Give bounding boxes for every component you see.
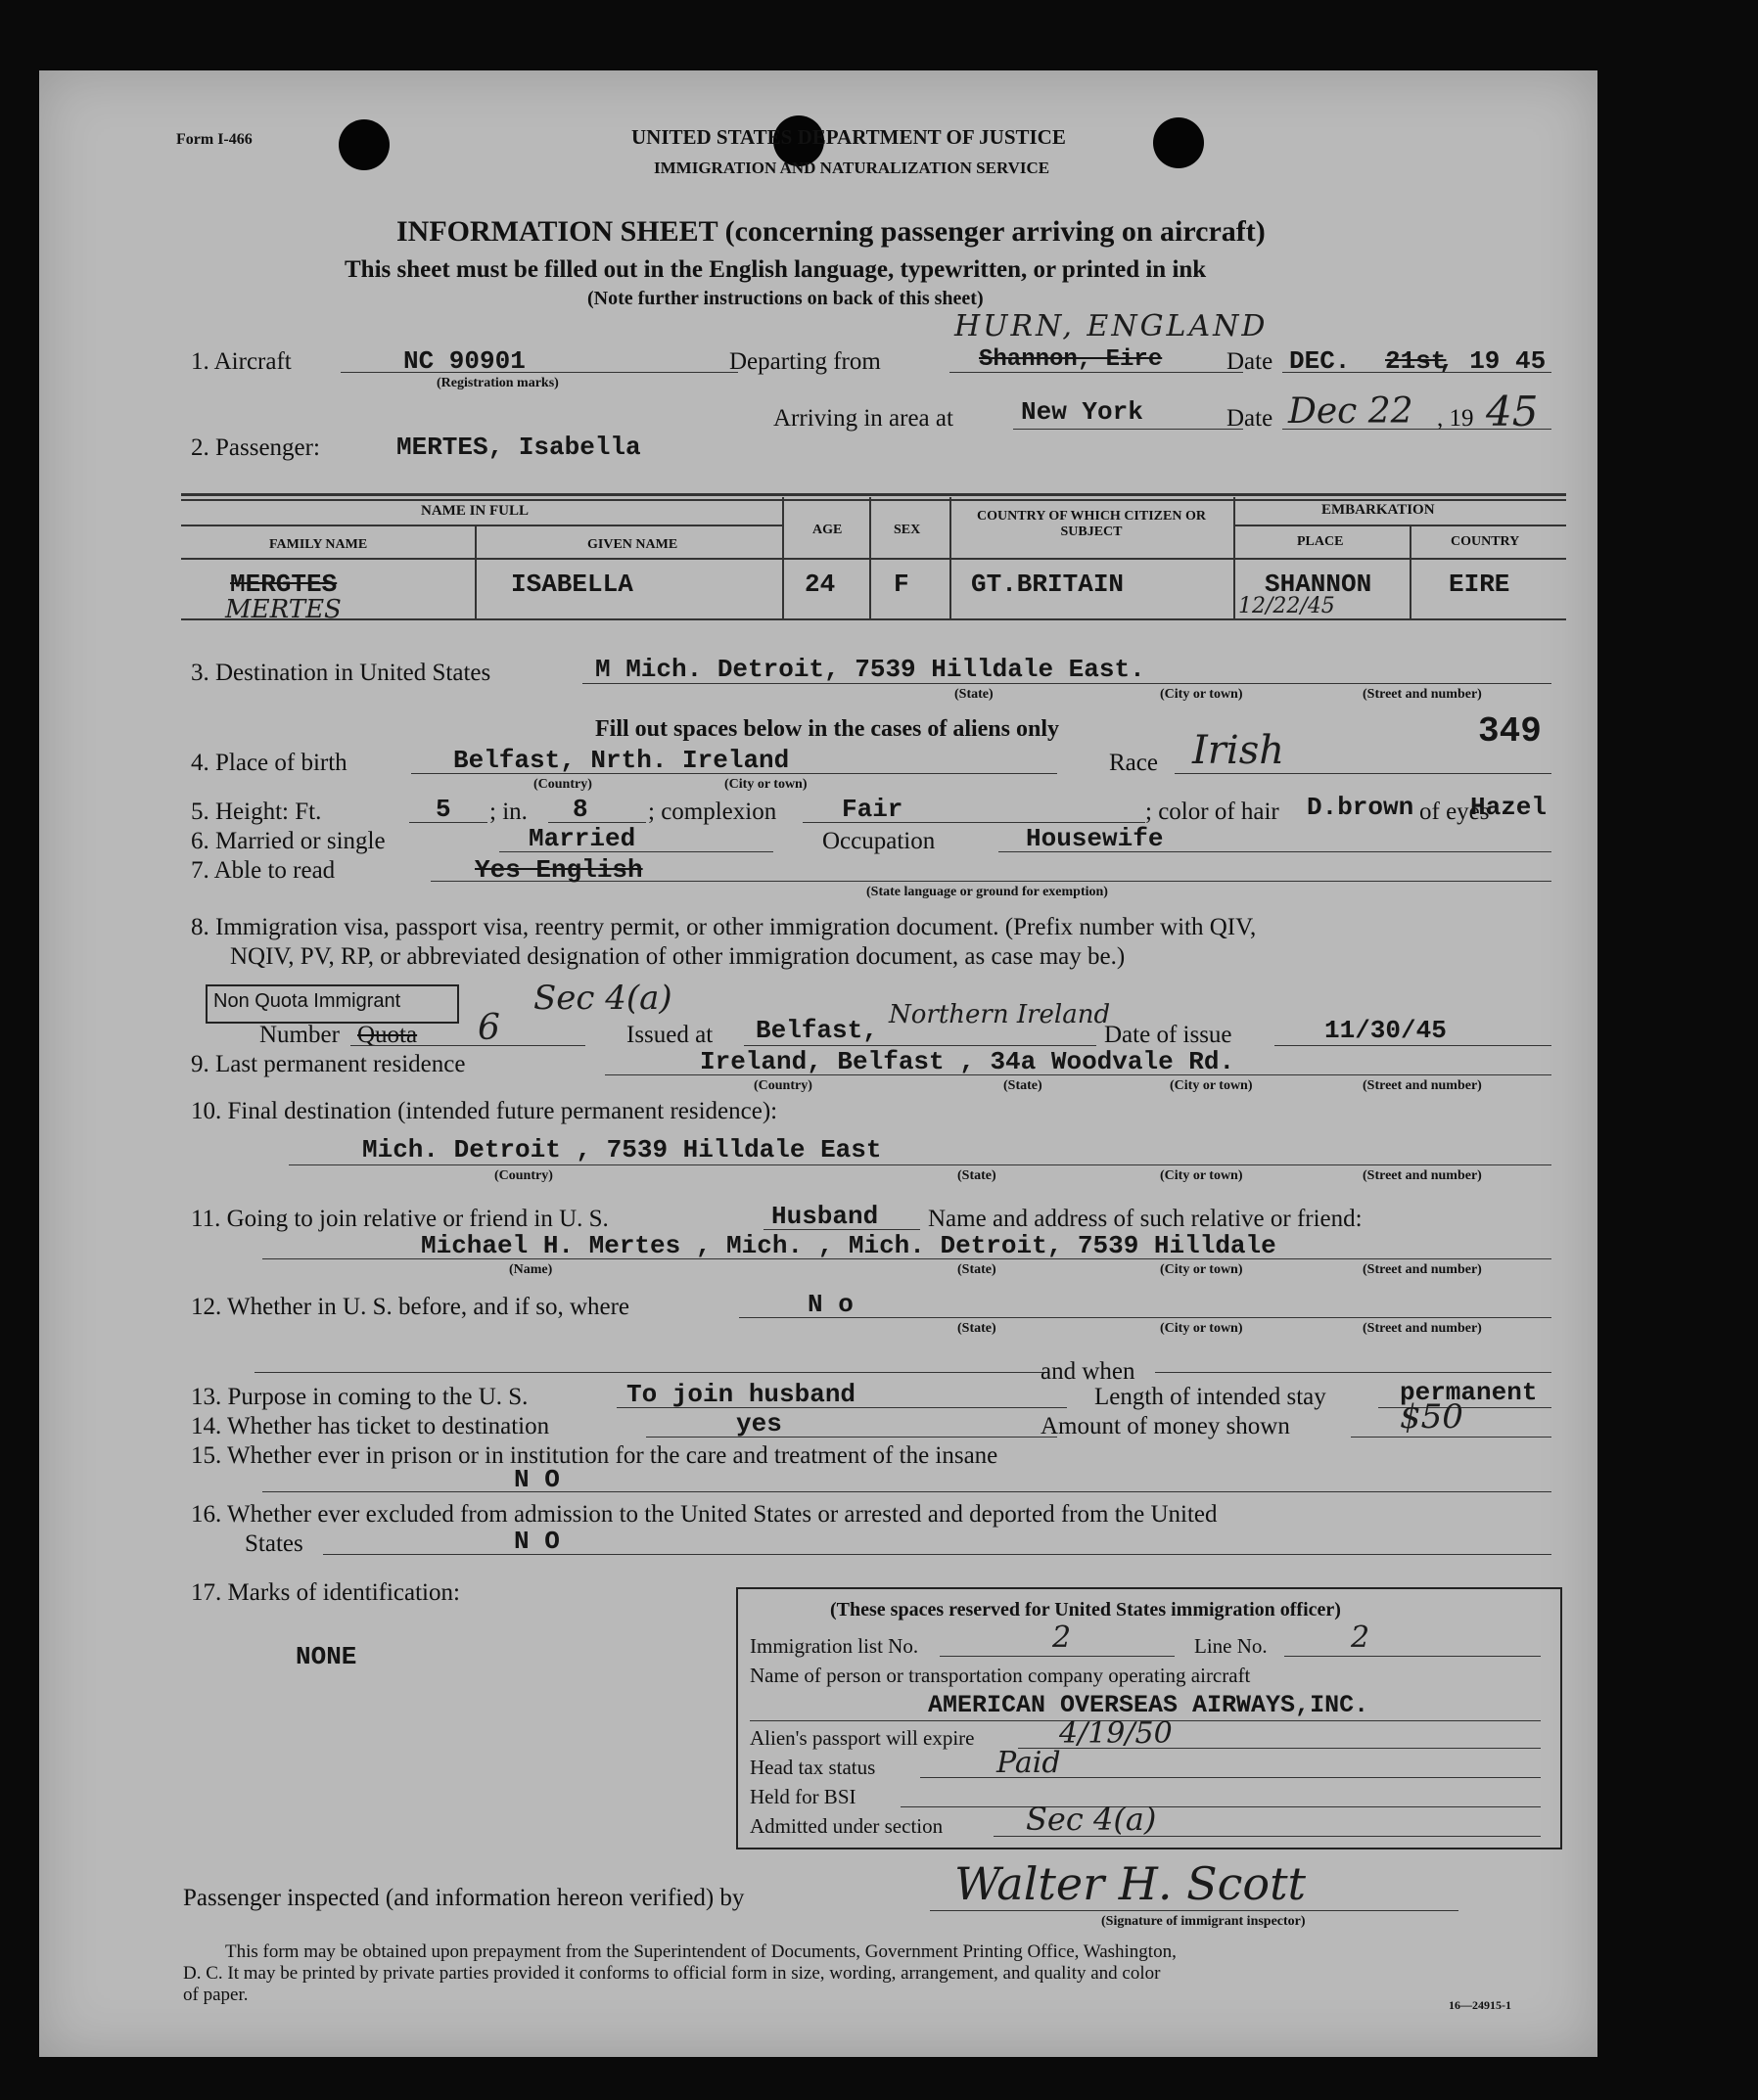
us-before-value: N o	[808, 1290, 854, 1319]
footer-line-1: This form may be obtained upon prepayment from the Superintendent of Documents, Government Printing Office, Washington,	[225, 1941, 1177, 1962]
visa-number-value: 6	[478, 1008, 500, 1048]
arriving-label: Arriving in area at	[773, 405, 953, 432]
prison-label: 15. Whether ever in prison or in institution for the care and treatment of the insane	[191, 1442, 998, 1469]
birthplace-value: Belfast, Nrth. Ireland	[453, 746, 790, 775]
height-inches: 8	[573, 795, 588, 824]
embark-country-value: EIRE	[1449, 570, 1510, 599]
sex-header: SEX	[894, 523, 921, 537]
purpose-value: To join husband	[626, 1380, 856, 1409]
race-value: Irish	[1192, 728, 1285, 773]
family-name-struck: MERGTES	[230, 570, 338, 599]
street-caption-3: (Street and number)	[1363, 1168, 1482, 1183]
country-citizen-header: COUNTRY OF WHICH CITIZEN OR SUBJECT	[977, 509, 1206, 539]
registration-caption: (Registration marks)	[437, 376, 559, 390]
hair-label: ; color of hair	[1145, 799, 1279, 825]
arrival-date-label: Date	[1226, 405, 1273, 432]
last-residence-value: Ireland, Belfast , 34a Woodvale Rd.	[700, 1047, 1235, 1076]
marks-value: NONE	[296, 1642, 357, 1671]
passenger-value: MERTES, Isabella	[396, 433, 641, 462]
family-name-header: FAMILY NAME	[269, 537, 368, 552]
given-name-value: ISABELLA	[511, 570, 633, 599]
country-caption-2: (Country)	[754, 1078, 812, 1093]
held-bsi-label: Held for BSI	[750, 1785, 856, 1808]
height-label: 5. Height: Ft.	[191, 799, 322, 825]
read-caption: (State language or ground for exemption)	[866, 885, 1108, 899]
eyes-label: of eyes	[1419, 799, 1490, 825]
given-name-header: GIVEN NAME	[587, 537, 678, 552]
arrival-date-year-prefix: , 19	[1437, 405, 1474, 432]
embark-date-handwritten: 12/22/45	[1238, 594, 1335, 618]
aliens-only-note: Fill out spaces below in the cases of aliens only	[595, 716, 1060, 742]
street-caption-5: (Street and number)	[1363, 1321, 1482, 1336]
departure-date-label: Date	[1226, 348, 1273, 375]
prison-value: N O	[514, 1465, 560, 1494]
city-caption-2: (City or town)	[724, 777, 808, 792]
marks-label: 17. Marks of identification:	[191, 1579, 460, 1606]
note-line: (Note further instructions on back of this sheet)	[587, 288, 984, 309]
citizen-value: GT.BRITAIN	[971, 570, 1125, 599]
birthplace-label: 4. Place of birth	[191, 750, 347, 776]
inches-label: ; in.	[489, 799, 528, 825]
departure-date-typed: DEC.	[1289, 346, 1351, 376]
and-when-label: and when	[1041, 1358, 1135, 1385]
final-destination-label: 10. Final destination (intended future permanent residence):	[191, 1098, 778, 1124]
complexion-value: Fair	[842, 795, 903, 824]
passenger-label: 2. Passenger:	[191, 434, 320, 461]
departing-label: Departing from	[729, 348, 881, 375]
street-caption-2: (Street and number)	[1363, 1078, 1482, 1093]
inspector-signature: Walter H. Scott	[954, 1857, 1307, 1910]
departure-date-struck: 21st	[1385, 346, 1447, 376]
join-relative-value: Husband	[771, 1202, 879, 1231]
head-tax-value: Paid	[996, 1746, 1061, 1780]
ticket-value: yes	[736, 1409, 782, 1438]
issued-at-label: Issued at	[626, 1022, 714, 1048]
read-label: 7. Able to read	[191, 857, 336, 884]
street-caption: (Street and number)	[1363, 687, 1482, 702]
passport-expire-value: 4/19/50	[1059, 1716, 1173, 1751]
marital-label: 6. Married or single	[191, 828, 386, 854]
footer-line-3: of paper.	[183, 1985, 249, 2005]
occupation-label: Occupation	[822, 828, 936, 854]
city-caption-5: (City or town)	[1160, 1262, 1243, 1277]
non-quota-stamp: Non Quota Immigrant	[213, 990, 401, 1012]
final-destination-value: Mich. Detroit , 7539 Hilldale East	[362, 1135, 882, 1164]
departing-handwritten: HURN, ENGLAND	[954, 309, 1269, 343]
departing-struck-value: Shannon, Eire	[979, 346, 1163, 373]
occupation-value: Housewife	[1026, 824, 1164, 853]
place-header: PLACE	[1297, 534, 1344, 549]
immigration-doc-label: 8. Immigration visa, passport visa, reentry permit, or other immigration document. (Prefix number with QIV,	[191, 914, 1257, 940]
country-caption: (Country)	[533, 777, 592, 792]
relative-name-label: Name and address of such relative or friend:	[928, 1206, 1363, 1232]
punch-hole-right	[1153, 117, 1204, 168]
state-caption-5: (State)	[957, 1321, 996, 1336]
signature-caption: (Signature of immigrant inspector)	[1101, 1914, 1306, 1929]
destination-value: M Mich. Detroit, 7539 Hilldale East.	[595, 655, 1145, 684]
age-header: AGE	[812, 523, 843, 537]
excluded-value: N O	[514, 1527, 560, 1556]
instruction-line: This sheet must be filled out in the English language, typewritten, or printed in ink	[345, 256, 1207, 283]
age-value: 24	[805, 570, 836, 599]
country-header: COUNTRY	[1451, 534, 1520, 549]
line-no-value: 2	[1351, 1621, 1370, 1655]
height-feet: 5	[436, 795, 451, 824]
city-caption-6: (City or town)	[1160, 1321, 1243, 1336]
join-relative-label: 11. Going to join relative or friend in U. S.	[191, 1206, 609, 1232]
city-caption-4: (City or town)	[1160, 1168, 1243, 1183]
money-value: $50	[1400, 1397, 1463, 1437]
form-code: 16—24915-1	[1449, 1998, 1511, 2012]
complexion-label: ; complexion	[648, 799, 777, 825]
admitted-section-value: Sec 4(a)	[1026, 1801, 1157, 1838]
admitted-section-label: Admitted under section	[750, 1814, 944, 1838]
arrival-date-handwritten: Dec 22	[1288, 391, 1413, 432]
state-caption-4: (State)	[957, 1262, 996, 1277]
race-label: Race	[1109, 750, 1158, 776]
officer-box-title: (These spaces reserved for United States immigration officer)	[830, 1599, 1341, 1621]
aircraft-value: NC 90901	[403, 346, 526, 376]
sex-value: F	[894, 570, 909, 599]
money-label: Amount of money shown	[1041, 1413, 1290, 1439]
state-caption: (State)	[954, 687, 994, 702]
date-of-issue-value: 11/30/45	[1324, 1016, 1447, 1045]
issued-at-value: Belfast,	[756, 1016, 878, 1045]
excluded-label: 16. Whether ever excluded from admission to the United States or arrested and deported from the United	[191, 1501, 1218, 1528]
city-caption-3: (City or town)	[1170, 1078, 1253, 1093]
destination-label: 3. Destination in United States	[191, 660, 491, 686]
operator-value: AMERICAN OVERSEAS AIRWAYS,INC.	[928, 1691, 1369, 1719]
issued-at-handwritten: Northern Ireland	[889, 1000, 1111, 1029]
visa-number-struck: Quota	[357, 1022, 418, 1048]
department-title: UNITED STATES DEPARTMENT OF JUSTICE	[631, 125, 1066, 149]
page-title: INFORMATION SHEET (concerning passenger arriving on aircraft)	[396, 215, 1266, 248]
head-tax-label: Head tax status	[750, 1756, 876, 1779]
state-caption-3: (State)	[957, 1168, 996, 1183]
country-caption-3: (Country)	[494, 1168, 553, 1183]
passport-expire-label: Alien's passport will expire	[750, 1726, 975, 1750]
immigration-list-label: Immigration list No.	[750, 1634, 919, 1658]
service-title: IMMIGRATION AND NATURALIZATION SERVICE	[654, 159, 1050, 177]
form-sheet	[39, 70, 1597, 2057]
line-no-label: Line No.	[1194, 1634, 1268, 1658]
state-caption-2: (State)	[1003, 1078, 1042, 1093]
name-caption: (Name)	[509, 1262, 553, 1277]
us-before-label: 12. Whether in U. S. before, and if so, where	[191, 1294, 630, 1320]
eyes-value: Hazel	[1470, 793, 1548, 822]
form-number: Form I-466	[176, 131, 253, 148]
marital-value: Married	[529, 824, 636, 853]
purpose-label: 13. Purpose in coming to the U. S.	[191, 1384, 529, 1410]
name-in-full-header: NAME IN FULL	[421, 503, 530, 519]
family-name-handwritten: MERTES	[225, 595, 342, 624]
stay-label: Length of intended stay	[1094, 1384, 1326, 1410]
visa-section-handwritten: Sec 4(a)	[533, 979, 672, 1018]
stamp-number: 349	[1478, 711, 1542, 752]
arrival-date-year: 45	[1486, 388, 1539, 435]
relative-name-value: Michael H. Mertes , Mich. , Mich. Detroit, 7539 Hilldale	[421, 1231, 1276, 1260]
visa-number-label: Number	[259, 1022, 340, 1048]
inspected-label: Passenger inspected (and information hereon verified) by	[183, 1885, 745, 1911]
arriving-value: New York	[1021, 397, 1143, 427]
stay-value: permanent	[1400, 1378, 1538, 1407]
city-caption: (City or town)	[1160, 687, 1243, 702]
embarkation-header: EMBARKATION	[1321, 502, 1435, 518]
read-value: Yes English	[475, 855, 643, 885]
last-residence-label: 9. Last permanent residence	[191, 1051, 466, 1077]
excluded-label-2: States	[245, 1530, 303, 1557]
immigration-list-value: 2	[1052, 1621, 1072, 1655]
hair-value: D.brown	[1307, 793, 1414, 822]
departure-date-year: , 19 45	[1439, 346, 1547, 376]
immigration-doc-label-2: NQIV, PV, RP, or abbreviated designation of other immigration document, as case may be.)	[230, 943, 1126, 970]
street-caption-4: (Street and number)	[1363, 1262, 1482, 1277]
aircraft-label: 1. Aircraft	[191, 348, 292, 375]
date-of-issue-label: Date of issue	[1104, 1022, 1232, 1048]
footer-line-2: D. C. It may be printed by private parties provided it conforms to official form in size, wording, arrangement, and quality and color	[183, 1963, 1161, 1984]
operator-label: Name of person or transportation company operating aircraft	[750, 1664, 1251, 1687]
embark-place-value: SHANNON	[1265, 570, 1372, 599]
ticket-label: 14. Whether has ticket to destination	[191, 1413, 550, 1439]
punch-hole-left	[339, 119, 390, 170]
